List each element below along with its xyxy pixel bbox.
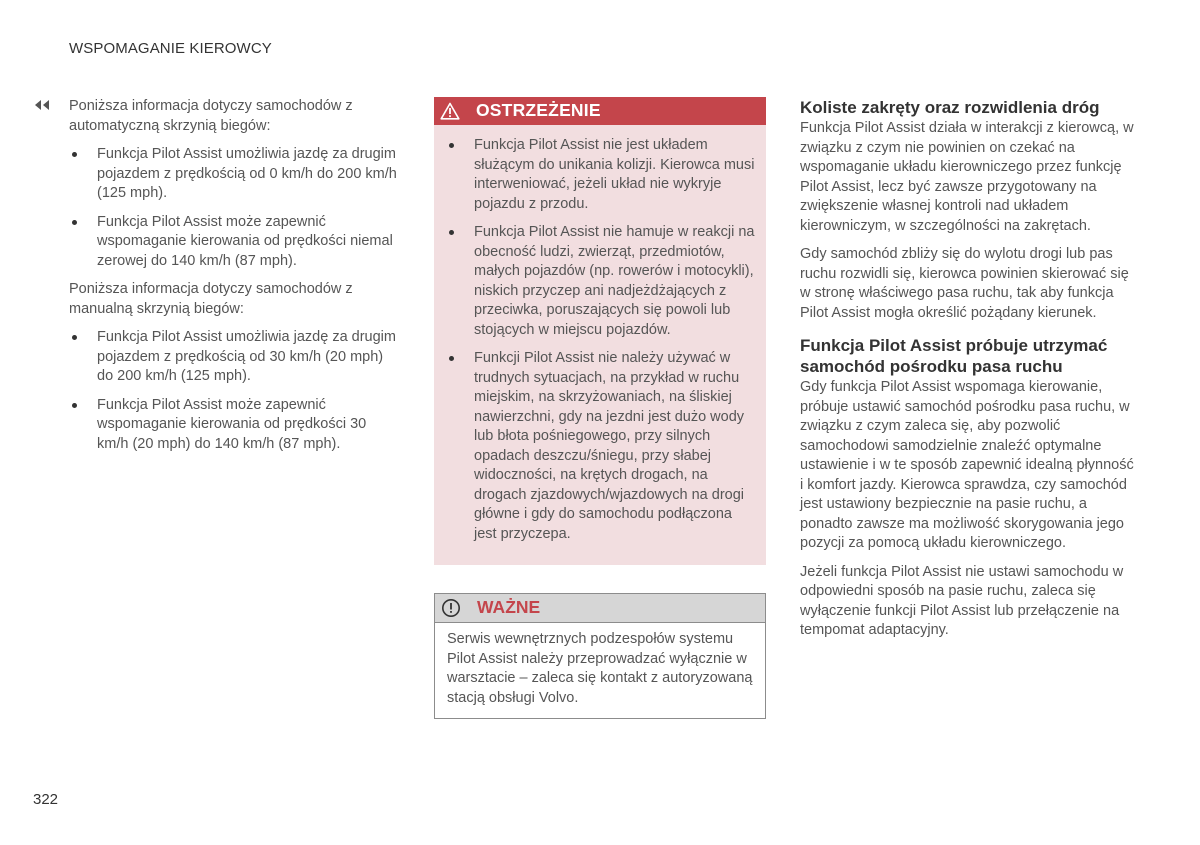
automatic-bullet-list [69, 145, 401, 271]
manual-bullet-list [69, 328, 401, 454]
important-box [434, 593, 766, 719]
warning-header [434, 97, 766, 125]
warning-title: OSTRZEŻENIE [476, 100, 601, 121]
list-item: Funkcja Pilot Assist może zapewnić wspomaganie kierowania od prędkości niemal zerowej do 140 km/h (87 mph). [69, 213, 401, 272]
section-title: WSPOMAGANIE KIEROWCY [69, 40, 272, 57]
list-item: Funkcja Pilot Assist może zapewnić wspomaganie kierowania od prędkości 30 km/h (20 mph) do 140 km/h (87 mph). [69, 396, 401, 455]
list-item: Funkcja Pilot Assist nie hamuje w reakcji na obecność ludzi, zwierząt, przedmiotów, małych pojazdów (np. rowerów i motocykli), niskich przyczep ani nadjeżdżających z przeciwka, poruszających się powoli lub stojących w miejscu pojazdów. [446, 223, 756, 340]
paragraph: Jeżeli funkcja Pilot Assist nie ustawi samochodu w odpowiedni sposób na pasie ruchu, zaleca się wyłączenie funkcji Pilot Assist lub przełączenie na tempomat adaptacyjny. [800, 563, 1124, 638]
important-title: WAŻNE [477, 597, 541, 618]
paragraph: Gdy funkcja Pilot Assist wspomaga kierowanie, próbuje ustawić samochód pośrodku pasa ruchu, w związku z czym zaleca się, aby pozwolić samochodowi samodzielnie znaleźć optymalne ustawienie i w te sposób zapewnić idealną płynność i komfort jazdy. Kierowca sprawdza, czy samochód jest ustawiony bezpiecznie na pasie ruchu, a ponadto zawsze ma możliwość skorygowania jego pozycji za pomocą układu kierowniczego. [800, 379, 1134, 551]
list-item: Funkcji Pilot Assist nie należy używać w trudnych sytuacjach, na przykład w ruchu miejskim, na skrzyżowaniach, na śliskiej nawierzchni, gdy na jezdni jest dużo wody lub błota pośniegowego, przy silnych opadach deszczu/śniegu, przy słabej widoczności, na krętych drogach, na drogach zjazdowych/wjazdowych na drogi główne i gdy do samochodu podłączona jest przyczepa. [446, 349, 756, 544]
list-item: Funkcja Pilot Assist nie jest układem służącym do unikania kolizji. Kierowca musi interweniować, jeżeli układ nie wykryje pojazdu z przodu. [446, 136, 756, 214]
important-text: Serwis wewnętrznych podzespołów systemu Pilot Assist należy przeprowadzać wyłącznie w warsztacie – zaleca się kontakt z autoryzowaną stacją obsługi Volvo. [447, 631, 753, 706]
list-item: Funkcja Pilot Assist umożliwia jazdę za drugim pojazdem z prędkością od 30 km/h (20 mph) do 200 km/h (125 mph). [69, 328, 401, 387]
right-column [800, 97, 1136, 650]
middle-column [434, 97, 766, 719]
continued-arrows-icon [33, 97, 51, 113]
heading-lane-centering: Funkcja Pilot Assist próbuje utrzymać samochód pośrodku pasa ruchu [800, 336, 1108, 376]
warning-bullet-list [434, 125, 766, 544]
intro-manual: Poniższa informacja dotyczy samochodów z manualną skrzynią biegów: [69, 281, 353, 317]
heading-curves: Koliste zakręty oraz rozwidlenia dróg [800, 98, 1100, 117]
intro-automatic: Poniższa informacja dotyczy samochodów z automatyczną skrzynią biegów: [69, 98, 353, 134]
paragraph: Funkcja Pilot Assist działa w interakcji z kierowcą, w związku z czym nie powinien on czekać na wspomaganie układu kierowniczego przez funkcję Pilot Assist, lecz być zawsze przygotowany na zwiększenie własnej kontroli nad układem kierowniczym, w szczególności na zakrętach. [800, 120, 1134, 234]
warning-triangle-icon [440, 102, 460, 120]
paragraph: Gdy samochód zbliży się do wylotu drogi lub pas ruchu rozwidli się, kierowca powinien skierować się w stronę właściwego pasa ruchu, tak aby funkcja Pilot Assist mogła określić pożądany kierunek. [800, 246, 1129, 321]
warning-box [434, 97, 766, 565]
important-header [435, 594, 765, 623]
page-number: 322 [33, 791, 59, 808]
exclamation-circle-icon [441, 598, 461, 618]
left-column [69, 97, 401, 463]
list-item: Funkcja Pilot Assist umożliwia jazdę za drugim pojazdem z prędkością od 0 km/h do 200 km/h (125 mph). [69, 145, 401, 204]
